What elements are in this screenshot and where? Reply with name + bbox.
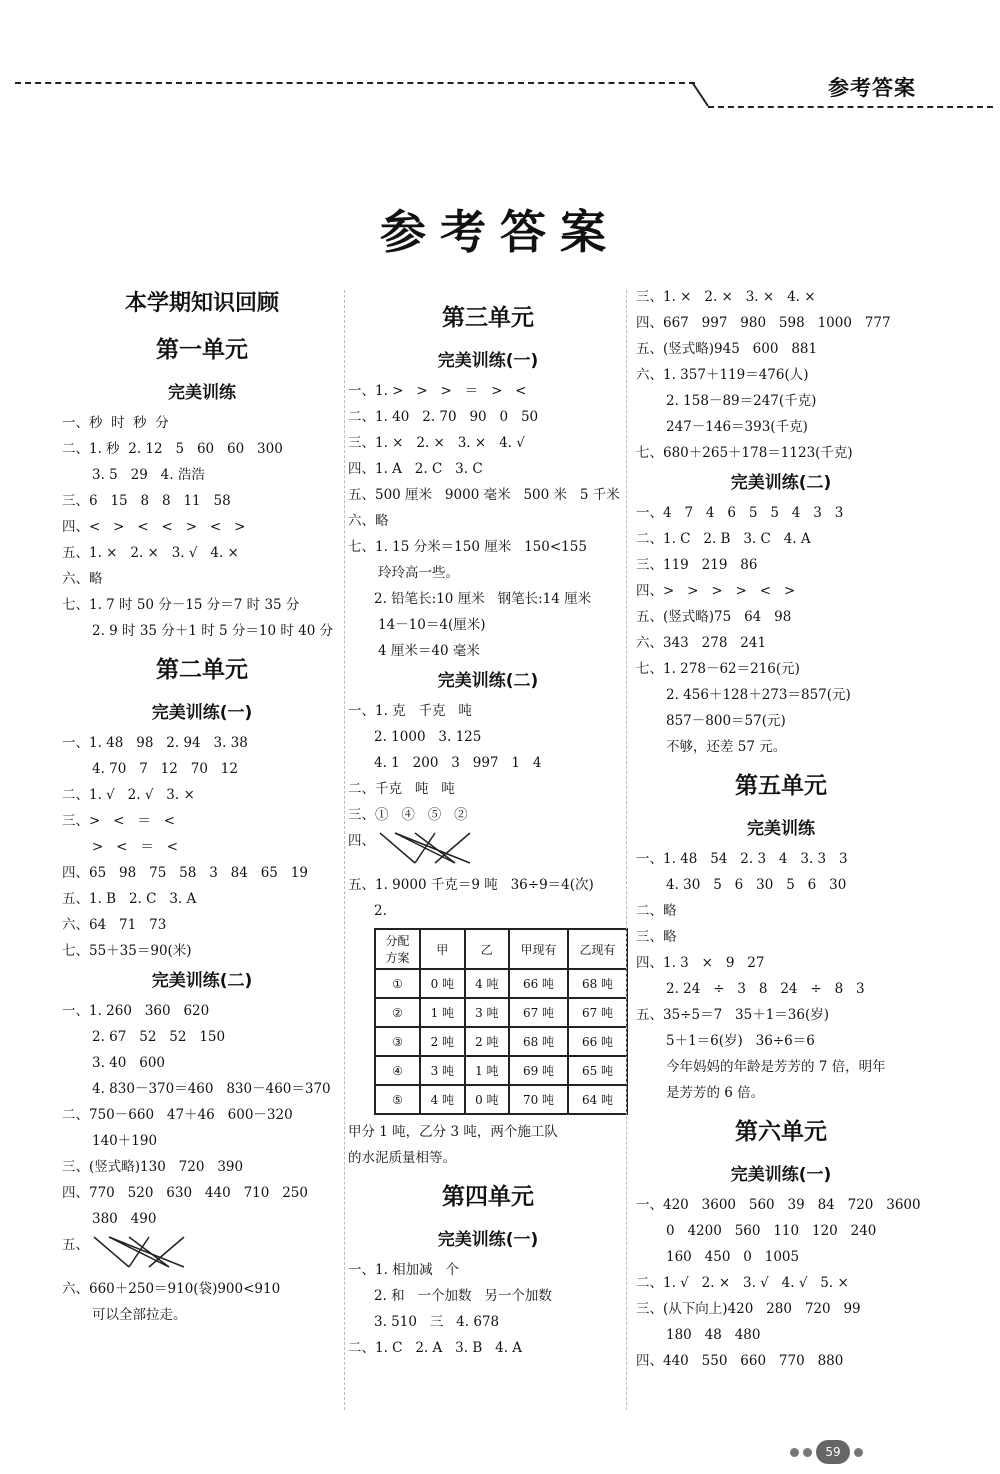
page-title: 参考答案 [380, 205, 620, 259]
answer-line: 三、① ④ ⑤ ② [348, 807, 468, 823]
answer-line: 六、略 [348, 513, 389, 529]
answer-line: 四、1. 3 × 9 27 [636, 955, 765, 971]
column-divider [344, 290, 345, 1410]
answer-line: 四、65 98 75 58 3 84 65 19 [62, 865, 308, 881]
table-cell: ⑤ [375, 1085, 420, 1114]
answer-line: 二、略 [636, 903, 677, 919]
answer-line: 14－10＝4(厘米) [378, 617, 486, 633]
answer-line: 七、680＋265＋178＝1123(千克) [636, 445, 853, 461]
answer-line: 857－800＝57(元) [666, 713, 786, 729]
answer-line: 七、1. 278－62＝216(元) [636, 661, 800, 677]
answer-line: 一、1. 260 360 620 [62, 1003, 210, 1019]
column-right [636, 284, 926, 1374]
answer-line: 二、1. √ 2. √ 3. × [62, 787, 195, 803]
answer-line: 甲分 1 吨，乙分 3 吨，两个施工队 [348, 1124, 558, 1140]
answer-line [348, 828, 628, 872]
answer-line: 四、667 997 980 598 1000 777 [636, 315, 891, 331]
answer-line: 380 490 [92, 1211, 157, 1227]
table-cell: ② [375, 998, 420, 1027]
answer-line: 四、440 550 660 770 880 [636, 1353, 844, 1369]
answer-line: 一、1. 48 98 2. 94 3. 38 [62, 735, 248, 751]
answer-line: 是芳芳的 6 倍。 [666, 1085, 765, 1101]
answer-line: 0 4200 560 110 120 240 [666, 1223, 877, 1239]
answer-line: 六、343 278 241 [636, 635, 767, 651]
dot-icon [854, 1448, 863, 1457]
answer-line: 六、略 [62, 571, 103, 587]
unit-heading: 第六单元 [735, 1119, 827, 1145]
table-cell: 4 吨 [465, 969, 509, 998]
exercise-heading: 完美训练(一) [437, 351, 539, 371]
table-cell: 65 吨 [568, 1056, 627, 1085]
table-cell: 69 吨 [509, 1056, 568, 1085]
table-cell: ③ [375, 1027, 420, 1056]
table-cell: ① [375, 969, 420, 998]
answer-line: 五、1. 9000 千克＝9 吨 36÷9＝4(次) [348, 877, 594, 893]
matching-lines-diagram [89, 1232, 209, 1272]
table-cell: 2 吨 [420, 1027, 464, 1056]
answer-line: 不够，还差 57 元。 [666, 739, 787, 755]
column-divider [626, 290, 627, 1410]
answer-line: 七、1. 7 时 50 分－15 分＝7 时 35 分 [62, 597, 300, 613]
header-title: 参考答案 [828, 76, 916, 100]
answer-line: 一、4 7 4 6 5 5 4 3 3 [636, 505, 844, 521]
answer-line: 一、1. > > > ＝ > < [348, 383, 527, 399]
exercise-heading: 完美训练(一) [151, 703, 253, 723]
table-header-cell: 乙 [465, 929, 509, 969]
section-heading: 本学期知识回顾 [124, 291, 279, 316]
answer-line: 4. 1 200 3 997 1 4 [374, 755, 542, 771]
answer-line: 二、750－660 47＋46 600－320 [62, 1107, 293, 1123]
page-number: 59 [816, 1440, 850, 1464]
answer-line: 五、1. B 2. C 3. A [62, 891, 197, 907]
column-left [62, 284, 342, 1328]
table-header-cell: 分配 方案 [375, 929, 420, 969]
table-cell: 66 吨 [568, 1027, 627, 1056]
answer-line: 三、1. × 2. × 3. × 4. √ [348, 435, 525, 451]
unit-heading: 第二单元 [156, 657, 248, 683]
exercise-heading: 完美训练 [747, 819, 815, 839]
unit-heading: 第五单元 [735, 773, 827, 799]
table-cell: 70 吨 [509, 1085, 568, 1114]
table-row [375, 1027, 627, 1056]
table-cell: 67 吨 [509, 998, 568, 1027]
answer-line: 七、55＋35＝90(米) [62, 943, 192, 959]
answer-line: 六、64 71 73 [62, 917, 167, 933]
answer-line: 三、6 15 8 8 11 58 [62, 493, 231, 509]
header-dash-left [15, 82, 695, 84]
exercise-heading: 完美训练(一) [437, 1230, 539, 1250]
answer-line: 五、35÷5＝7 35＋1＝36(岁) [636, 1007, 830, 1023]
table-cell: 0 吨 [465, 1085, 509, 1114]
table-cell: 3 吨 [465, 998, 509, 1027]
table-cell: 3 吨 [420, 1056, 464, 1085]
table-row [375, 998, 627, 1027]
exercise-heading: 完美训练(一) [730, 1165, 832, 1185]
answer-line: 四、1. A 2. C 3. C [348, 461, 483, 477]
header-dash-right [708, 106, 993, 108]
answer-line: 3. 5 29 4. 浩浩 [92, 467, 205, 483]
answer-line: 四、> > > > < > [636, 583, 796, 599]
table-cell: ④ [375, 1056, 420, 1085]
matching-lines-diagram [375, 828, 495, 868]
answer-line: 247－146＝393(千克) [666, 419, 808, 435]
answer-line: 可以全部拉走。 [92, 1307, 187, 1323]
answer-line: 160 450 0 1005 [666, 1249, 800, 1265]
column-middle [348, 292, 628, 1361]
answer-line: 四、770 520 630 440 710 250 [62, 1185, 308, 1201]
answer-line: 180 48 480 [666, 1327, 761, 1343]
answer-line: 2. [374, 903, 387, 919]
unit-heading: 第四单元 [442, 1184, 534, 1210]
answer-line: 三、> < ＝ < [62, 813, 176, 829]
page-number-badge [790, 1440, 863, 1464]
answer-line: 三、(从下向上)420 280 720 99 [636, 1301, 861, 1317]
answer-line: 六、660＋250＝910(袋)900<910 [62, 1281, 281, 1297]
unit-heading: 第三单元 [442, 305, 534, 331]
answer-line: 今年妈妈的年龄是芳芳的 7 倍，明年 [666, 1059, 886, 1075]
table-cell: 1 吨 [420, 998, 464, 1027]
answer-line [62, 1232, 342, 1276]
answer-line: 三、1. × 2. × 3. × 4. × [636, 289, 816, 305]
answer-line: 七、1. 15 分米＝150 厘米 150<155 [348, 539, 587, 555]
answer-line: 二、1. 秒 2. 12 5 60 60 300 [62, 441, 283, 457]
answer-line: 三、略 [636, 929, 677, 945]
table-cell: 64 吨 [568, 1085, 627, 1114]
exercise-heading: 完美训练 [168, 383, 236, 403]
table-cell: 68 吨 [568, 969, 627, 998]
answer-line: 二、1. 40 2. 70 90 0 50 [348, 409, 539, 425]
answer-line: 一、420 3600 560 39 84 720 3600 [636, 1197, 921, 1213]
answer-line: 4. 30 5 6 30 5 6 30 [666, 877, 847, 893]
answer-line: 五、(竖式略)945 600 881 [636, 341, 818, 357]
answer-line: 3. 510 三 4. 678 [374, 1314, 500, 1330]
answer-line: 2. 1000 3. 125 [374, 729, 482, 745]
table-cell: 67 吨 [568, 998, 627, 1027]
answer-line: 一、1. 克 千克 吨 [348, 703, 472, 719]
answer-line: 2. 9 时 35 分＋1 时 5 分＝10 时 40 分 [92, 623, 334, 639]
answer-line: 五、(竖式略)75 64 98 [636, 609, 792, 625]
unit-heading: 第一单元 [156, 337, 248, 363]
answer-line: 5＋1＝6(岁) 36÷6＝6 [666, 1033, 815, 1049]
answer-label: 五、 [62, 1237, 89, 1253]
table-row [375, 1085, 627, 1114]
answer-line: 2. 158－89＝247(千克) [666, 393, 817, 409]
table-cell: 4 吨 [420, 1085, 464, 1114]
table-cell: 66 吨 [509, 969, 568, 998]
table-row [375, 1056, 627, 1085]
answer-line: 五、1. × 2. × 3. √ 4. × [62, 545, 239, 561]
answer-line: 三、(竖式略)130 720 390 [62, 1159, 244, 1175]
dot-icon [790, 1448, 799, 1457]
answer-line: 2. 67 52 52 150 [92, 1029, 226, 1045]
table-header-cell: 甲现有 [509, 929, 568, 969]
answer-line: 4. 70 7 12 70 12 [92, 761, 238, 777]
answer-line: 2. 和 一个加数 另一个加数 [374, 1288, 552, 1304]
answer-line: 3. 40 600 [92, 1055, 165, 1071]
answer-line: 一、1. 48 54 2. 3 4 3. 3 3 [636, 851, 848, 867]
exercise-heading: 完美训练(二) [151, 971, 253, 991]
answer-line: 四、< > < < > < > [62, 519, 246, 535]
answer-line: 4. 830－370＝460 830－460＝370 [92, 1081, 331, 1097]
answer-line: 三、119 219 86 [636, 557, 758, 573]
answer-line: 二、1. C 2. B 3. C 4. A [636, 531, 811, 547]
answer-line: 2. 铅笔长:10 厘米 钢笔长:14 厘米 [374, 591, 592, 607]
answer-line: 一、1. 相加减 个 [348, 1262, 460, 1278]
answer-line: 二、1. C 2. A 3. B 4. A [348, 1340, 523, 1356]
table-header-cell: 乙现有 [568, 929, 627, 969]
dot-icon [803, 1448, 812, 1457]
answer-line: 140＋190 [92, 1133, 158, 1149]
answer-label: 四、 [348, 833, 375, 849]
exercise-heading: 完美训练(二) [437, 671, 539, 691]
answer-line: 一、秒 时 秒 分 [62, 415, 169, 431]
answer-line: 4 厘米＝40 毫米 [378, 643, 480, 659]
table-cell: 0 吨 [420, 969, 464, 998]
answer-line: > < ＝ < [92, 839, 179, 855]
answer-line: 的水泥质量相等。 [348, 1150, 456, 1166]
answer-line: 玲玲高一些。 [378, 565, 459, 581]
table-cell: 2 吨 [465, 1027, 509, 1056]
answer-line: 二、1. √ 2. × 3. √ 4. √ 5. × [636, 1275, 849, 1291]
answer-line: 2. 456＋128＋273＝857(元) [666, 687, 851, 703]
table-header-cell: 甲 [420, 929, 464, 969]
answer-line: 五、500 厘米 9000 毫米 500 米 5 千米 [348, 487, 620, 503]
answer-line: 二、千克 吨 吨 [348, 781, 455, 797]
table-cell: 68 吨 [509, 1027, 568, 1056]
allocation-table [374, 928, 628, 1115]
table-row [375, 969, 627, 998]
exercise-heading: 完美训练(二) [730, 473, 832, 493]
answer-line: 六、1. 357＋119＝476(人) [636, 367, 809, 383]
table-cell: 1 吨 [465, 1056, 509, 1085]
answer-line: 2. 24 ÷ 3 8 24 ÷ 8 3 [666, 981, 865, 997]
